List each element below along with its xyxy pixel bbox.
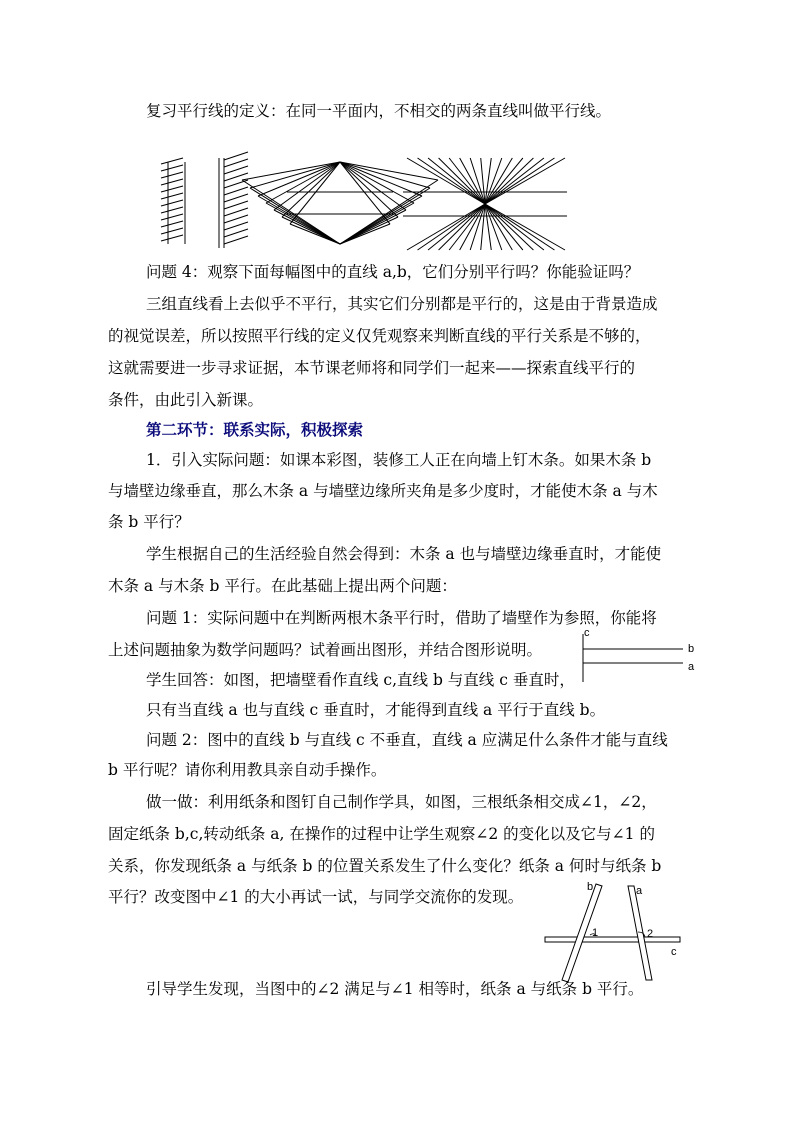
hatch-left xyxy=(161,165,183,171)
hatch-right xyxy=(224,194,248,202)
hatch-left xyxy=(161,193,183,199)
label-strip-b: b xyxy=(587,881,594,893)
q2-line1: 问题 2：图中的直线 b 与直线 c 不垂直，直线 a 应满足什么条件才能与直线 xyxy=(146,731,668,749)
answer-line1: 学生回答：如图，把墙壁看作直线 c,直线 b 与直线 c 垂直时， xyxy=(146,671,575,689)
diamond-ray xyxy=(340,224,390,244)
burst-ray-bottom xyxy=(485,204,554,250)
burst-ray-bottom xyxy=(485,204,512,250)
para1-line4: 条件，由此引入新课。 xyxy=(108,391,264,409)
diamond-ray xyxy=(340,162,438,180)
burst-ray-top xyxy=(485,158,565,204)
burst-ray-bottom xyxy=(485,204,565,250)
do-line1: 做一做：利用纸条和图钉自己制作学具，如图，三根纸条相交成∠1，∠2， xyxy=(146,793,657,811)
diamond-ray xyxy=(340,162,422,196)
para1-line3: 这就需要进一步寻求证据，本节课老师将和同学们一起来——探索直线平行的 xyxy=(108,359,636,377)
para1-line2: 的视觉误差，所以按照平行线的定义仅凭观察来判断直线的平行关系是不够的， xyxy=(108,327,651,345)
para1-line1: 三组直线看上去似乎不平行，其实它们分别都是平行的，这是由于背景造成 xyxy=(146,295,658,313)
hatch-right xyxy=(224,215,248,223)
burst-ray-bottom xyxy=(449,204,485,250)
hatch-right xyxy=(224,187,248,195)
burst-ray-top xyxy=(485,158,533,204)
hatch-left xyxy=(161,235,183,241)
s1-line2: 与墙壁边缘垂直，那么木条 a 与墙壁边缘所夹角是多少度时，才能使木条 a 与木 xyxy=(108,482,658,500)
q1-line1: 问题 1：实际问题中在判断两根木条平行时，借助了墙壁作为参照，你能将 xyxy=(146,609,657,627)
label-strip-a: a xyxy=(636,885,643,897)
question-4: 问题 4：观察下面每幅图中的直线 a,b，它们分别平行吗？你能验证吗？ xyxy=(146,263,640,281)
s1-line1: 1．引入实际问题：如课本彩图，装修工人正在向墙上钉木条。如果木条 b xyxy=(146,451,652,469)
s1-line3: 条 b 平行？ xyxy=(108,513,190,531)
label-angle2: 2 xyxy=(647,928,654,940)
hatch-left xyxy=(161,207,183,213)
hatch-left xyxy=(161,179,183,185)
diamond-ray xyxy=(258,162,340,196)
hatch-right xyxy=(224,166,248,174)
hatch-right xyxy=(224,159,248,167)
diamond-ray xyxy=(340,217,398,244)
label-angle1: 1 xyxy=(592,927,599,939)
section-heading: 第二环节：联系实际，积极探索 xyxy=(146,420,364,439)
hatch-right xyxy=(224,201,248,209)
hatch-right xyxy=(224,222,248,230)
burst-ray-top xyxy=(418,158,485,204)
hatch-left xyxy=(161,214,183,220)
s2-line1: 学生根据自己的生活经验自然会得到：木条 a 也与墙壁边缘垂直时，才能使 xyxy=(146,545,662,563)
hatch-left xyxy=(161,228,183,234)
q2-line2: b 平行呢？请你利用教具亲自动手操作。 xyxy=(108,761,387,779)
label-c: c xyxy=(584,627,590,639)
perpendicular-figure xyxy=(578,624,708,684)
label-b: b xyxy=(688,643,695,655)
burst-ray-bottom xyxy=(485,204,533,250)
q1-line2: 上述问题抽象为数学问题吗？试着画出图形，并结合图形说明。 xyxy=(108,641,543,659)
paper-strips-figure xyxy=(540,880,690,985)
burst-ray-top xyxy=(485,158,554,204)
hatch-right xyxy=(224,236,248,244)
burst-ray-bottom xyxy=(418,204,485,250)
answer-line2: 只有当直线 a 也与直线 c 垂直时，才能得到直线 a 平行于直线 b。 xyxy=(146,701,606,719)
label-strip-c: c xyxy=(671,946,677,958)
hatch-left xyxy=(161,158,183,164)
hatch-left xyxy=(161,186,183,192)
strip-c xyxy=(545,937,680,942)
hatch-right xyxy=(224,152,248,160)
s2-line2: 木条 a 与木条 b 平行。在此基础上提出两个问题： xyxy=(108,577,457,595)
guide-line: 引导学生发现，当图中的∠2 满足与∠1 相等时，纸条 a 与纸条 b 平行。 xyxy=(146,980,644,998)
hatch-left xyxy=(161,221,183,227)
hatch-right xyxy=(224,208,248,216)
illusion-figures xyxy=(155,152,585,252)
hatch-left xyxy=(161,172,183,178)
hatch-left xyxy=(161,200,183,206)
do-line2: 固定纸条 b,c,转动纸条 a, 在操作的过程中让学生观察∠2 的变化以及它与∠1 的 xyxy=(108,825,655,843)
do-line4: 平行？改变图中∠1 的大小再试一试，与同学交流你的发现。 xyxy=(108,888,524,906)
label-a: a xyxy=(688,661,695,673)
diamond-ray xyxy=(242,162,340,180)
burst-ray-top xyxy=(449,158,485,204)
hatch-right xyxy=(224,229,248,237)
burst-ray-bottom xyxy=(428,204,485,250)
burst-ray-top xyxy=(485,158,512,204)
review-definition: 复习平行线的定义：在同一平面内，不相交的两条直线叫做平行线。 xyxy=(146,102,612,120)
diamond-ray xyxy=(282,217,340,244)
do-line3: 关系，你发现纸条 a 与纸条 b 的位置关系发生了什么变化？纸条 a 何时与纸条 b xyxy=(108,857,662,875)
diamond-ray xyxy=(290,224,340,244)
